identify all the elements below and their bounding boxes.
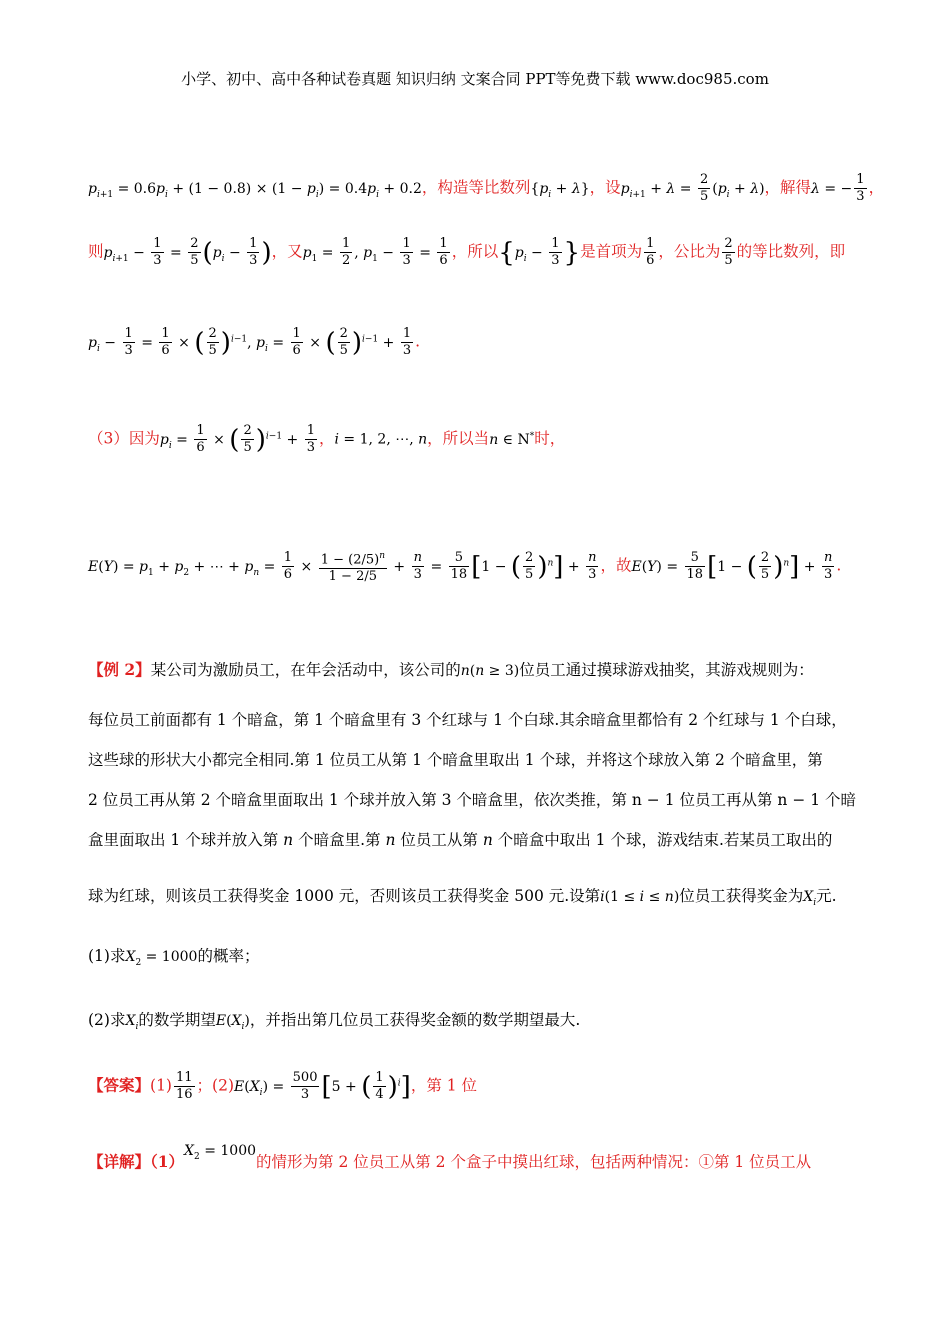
recurrence-formula: $p_{i+1} = 0.6p_i + (1 - 0.8) \times (1 - p_i) = 0.4p_i + 0.2$ — [88, 180, 422, 200]
example-text: 元. — [816, 887, 837, 905]
question-text: (2)求 — [88, 1011, 126, 1029]
example-text: 位员工从第 — [400, 831, 478, 849]
geometric-line: 则$p_{i+1}$ − $\frac{1}{3}$ = $\frac{2}{5}$ ($p_i$ − $\frac{1}{3}$ )，又$p_1$ = $\frac{1}{2}$ , $p_1$ − $\frac{1}{3}$ = $\frac{1}{6}$ ，所以{$p_i$ − $\frac{1}{3}$ }是首项为 $\frac{1}{6}$ ，公比为 $\frac{2}{5}$ 的等比数列，即 — [88, 236, 846, 268]
example-text: 球为红球，则该员工获得奖金 1000 元，否则该员工获得奖金 500 元.设第 — [88, 887, 601, 905]
question-text: 的概率； — [197, 947, 260, 965]
question-2: (2)求$X_i$的数学期望$E(X_i)$，并指出第几位员工获得奖金额的数学期望最大. — [88, 1011, 581, 1032]
answer-label: 【答案】 — [88, 1075, 151, 1095]
part3-line: （3）因为$p_i$ = $\frac{1}{6}$ × ( $\frac{2}{5}$ )$^{i-1}$ + $\frac{1}{3}$ ，i = 1, 2, ⋯, n，所以当n ∈ N*时， — [88, 423, 566, 455]
text-set: ，设 — [589, 178, 621, 197]
recurrence-line: $p_{i+1} = 0.6p_i + (1 - 0.8) \times (1 - p_i) = 0.4p_i + 0.2$，构造等比数列$\{p_i + \lambda\}$，设$p_{i+1} + \lambda$ = $\frac{2}{5}$ $(p_i + \lambda)$，解得λ = − $\frac{1}{3}$ ， — [88, 172, 885, 204]
general-term-line: $p_i$ − $\frac{1}{3}$ = $\frac{1}{6}$ × ( $\frac{2}{5}$ )$^{i-1}$, $p_i$ = $\frac{1}{6}$ × ( $\frac{2}{5}$ )$^{i-1}$ + $\frac{1}{3}$ . — [88, 326, 421, 358]
example-text: 位员工通过摸球游戏抽奖，其游戏规则为： — [519, 661, 814, 679]
text-when: ，所以当 — [427, 429, 490, 448]
text-part3: （3）因为 — [88, 429, 160, 448]
question-text: 的数学期望 — [138, 1011, 216, 1029]
text-ratio: ，公比为 — [658, 242, 721, 261]
text-so: ，所以 — [451, 242, 499, 261]
detail-text: 的情形为第 2 位员工从第 2 个盒子中摸出红球，包括两种情况：①第 1 位员工从 — [256, 1153, 812, 1171]
detail-label: 【详解】（1） — [88, 1152, 185, 1171]
text-sequence: 的等比数列，即 — [736, 242, 846, 261]
example-text: 某公司为激励员工，在年会活动中，该公司的 — [150, 661, 461, 679]
example-text: 位员工获得奖金为 — [679, 887, 804, 905]
example-label: 【例 2】 — [88, 660, 151, 679]
text-also: ，又 — [271, 242, 303, 261]
question-1: (1)求$X_2 = 1000$的概率； — [88, 947, 260, 968]
text-construct: ，构造等比数列 — [421, 178, 531, 197]
period: . — [836, 556, 842, 575]
comma: ， — [318, 429, 335, 448]
text-then: 则 — [88, 242, 104, 261]
example-text: 2 位员工再从第 2 个暗盒里面取出 1 个球并放入第 3 个暗盒里，依次类推，第 n − 1 位员工再从第 n − 1 个暗 — [88, 791, 857, 809]
answer-text: (1) — [150, 1076, 172, 1095]
example2-intro: 【例 2】某公司为激励员工，在年会活动中，该公司的n(n ≥ 3)位员工通过摸球游戏抽奖，其游戏规则为： — [88, 660, 814, 679]
text-time: 时， — [534, 429, 566, 448]
question-text: (1)求 — [88, 947, 126, 965]
answer-text: ，第 1 位 — [410, 1076, 478, 1095]
question-text: ，并指出第几位员工获得奖金额的数学期望最大. — [249, 1011, 581, 1029]
text-first-term: 是首项为 — [580, 242, 643, 261]
example-text: 每位员工前面都有 1 个暗盒，第 1 个暗盒里有 3 个红球与 1 个白球.其余暗盒里都恰有 2 个红球与 1 个白球， — [88, 711, 847, 729]
page-header: 小学、初中、高中各种试卷真题 知识归纳 文案合同 PPT等免费下载 www.doc985.com — [181, 70, 769, 88]
answer-text: ；(2) — [196, 1076, 234, 1095]
example-text: 盒里面取出 1 个球并放入第 — [88, 831, 279, 849]
example-text: 个暗盒里.第 — [298, 831, 381, 849]
answer-line: 【答案】(1) $\frac{11}{16}$ ；$(2)E(X_i)$ = $\frac{500}{3}$ [5 + ( $\frac{1}{4}$ )$^i$]，第 1 位 — [88, 1070, 478, 1102]
example-text: 这些球的形状大小都完全相同.第 1 位员工从第 1 个暗盒里取出 1 个球，并将这个球放入第 2 个暗盒里，第 — [88, 751, 823, 769]
example-text: 个暗盒中取出 1 个球，游戏结束.若某员工取出的 — [497, 831, 833, 849]
example-text-line: 球为红球，则该员工获得奖金 1000 元，否则该员工获得奖金 500 元.设第i(1 ≤ i ≤ n)位员工获得奖金为$X_i$元. — [88, 887, 837, 908]
text-therefore: ，故 — [600, 556, 632, 575]
text-solve: ，解得 — [764, 178, 812, 197]
period: . — [415, 332, 421, 351]
example-text-line: 盒里面取出 1 个球并放入第 n 个暗盒里.第 n 位员工从第 n 个暗盒中取出 1 个球，游戏结束.若某员工取出的 — [88, 831, 833, 849]
detail-line: 【详解】$(1)X_2 = 1000$的情形为第 2 位员工从第 2 个盒子中摸出红球，包括两种情况：①第 1 位员工从 — [88, 1143, 812, 1171]
expectation-line: $E(Y) = p_1 + p_2$ + ⋯ + $p_n$ = $\frac{1}{6}$ × $\frac{1 - (2/5)^n}{1 - 2/5}$ + $\frac{n}{3}$ = $\frac{5}{18}$ [1 − ( $\frac{2}{5}$ )$^n$] + $\frac{n}{3}$ ，故E(Y) = $\frac{5}{18}$ [1 − ( $\frac{2}{5}$ )$^n$] + $\frac{n}{3}$ . — [88, 548, 890, 585]
comma: ， — [868, 178, 885, 197]
